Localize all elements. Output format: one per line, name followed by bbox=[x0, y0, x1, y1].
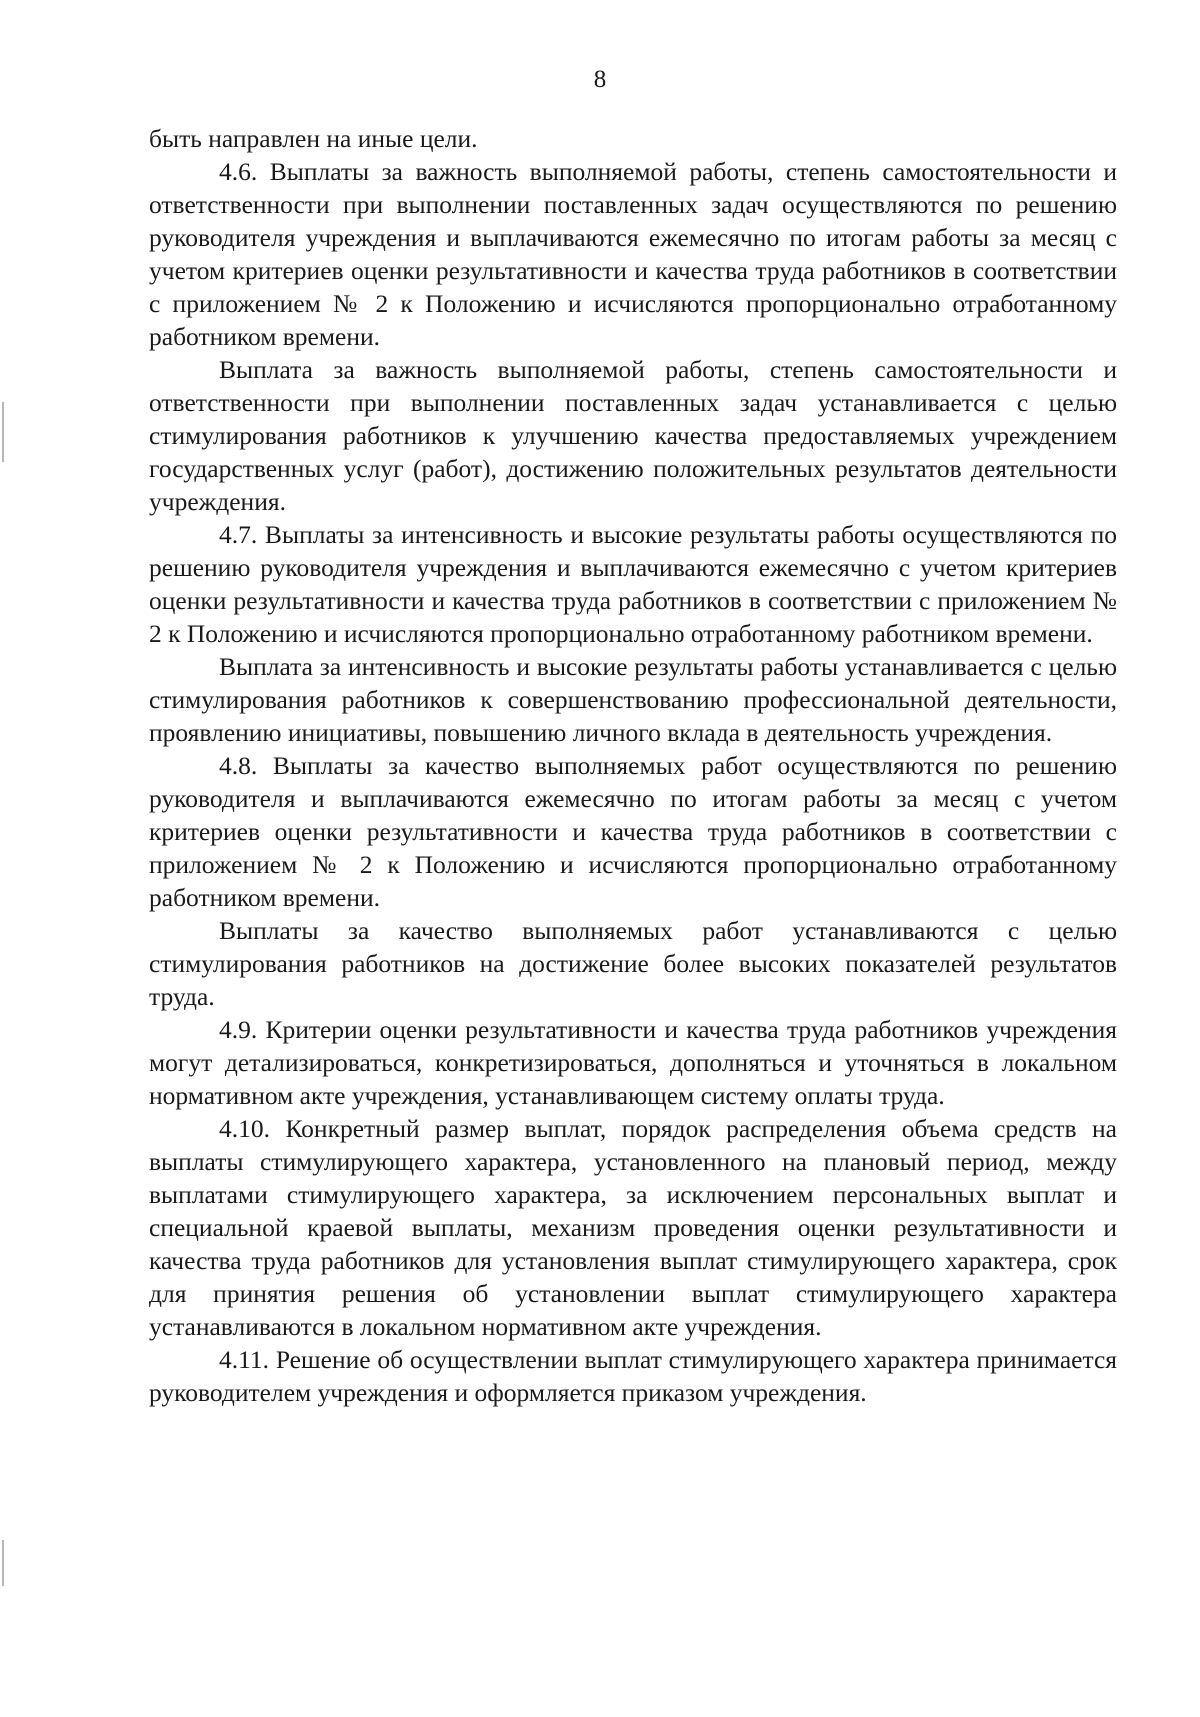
scan-edge-mark bbox=[2, 402, 4, 462]
paragraph-4-8-purpose: Выплаты за качество выполняемых работ устанавливаются с целью стимулирования работников на достижение более высоких показателей результатов труда. bbox=[149, 916, 1117, 1011]
page-number: 8 bbox=[593, 66, 607, 93]
paragraph-4-11: 4.11. Решение об осуществлении выплат стимулирующего характера принимается руководителем учреждения и оформляется приказом учреждения. bbox=[149, 1345, 1117, 1407]
paragraph-4-7-purpose: Выплата за интенсивность и высокие результаты работы устанавливается с целью стимулирования работников к совершенствованию профессиональной деятельности, проявлению инициативы, повышению личного вклада в деятельность учреждения. bbox=[149, 652, 1117, 747]
paragraph-4-6-purpose: Выплата за важность выполняемой работы, степень самостоятельности и ответственности при выполнении поставленных задач устанавливается с целью стимулирования работников к улучшению качества предоставляемых учреждением государственных услуг (работ), достижению положительных результатов деятельности учреждения. bbox=[149, 355, 1117, 516]
paragraph-4-7: 4.7. Выплаты за интенсивность и высокие результаты работы осуществляются по решению руководителя учреждения и выплачиваются ежемесячно с учетом критериев оценки результативности и качества труда работников в соответствии с приложением № 2 к Положению и исчисляются пропорционально отработанному работником времени. bbox=[149, 520, 1117, 648]
paragraph-4-9: 4.9. Критерии оценки результативности и качества труда работников учреждения могут детализироваться, конкретизироваться, дополняться и уточняться в локальном нормативном акте учреждения, устанавливающем систему оплаты труда. bbox=[149, 1015, 1117, 1110]
paragraph-continuation: быть направлен на иные цели. bbox=[149, 124, 478, 153]
paragraph-4-8: 4.8. Выплаты за качество выполняемых работ осуществляются по решению руководителя и выплачиваются ежемесячно по итогам работы за месяц с учетом критериев оценки результативности и качества труда работников в соответствии с приложением № 2 к Положению и исчисляются пропорционально отработанному работником времени. bbox=[149, 751, 1117, 912]
document-body bbox=[149, 122, 1117, 1409]
paragraph-4-10: 4.10. Конкретный размер выплат, порядок распределения объема средств на выплаты стимулирующего характера, установленного на плановый период, между выплатами стимулирующего характера, за исключением персональных выплат и специальной краевой выплаты, механизм проведения оценки результативности и качества труда работников для установления выплат стимулирующего характера, срок для принятия решения об установлении выплат стимулирующего характера устанавливаются в локальном нормативном акте учреждения. bbox=[149, 1114, 1117, 1341]
scan-edge-mark bbox=[2, 1540, 4, 1586]
paragraph-4-6: 4.6. Выплаты за важность выполняемой работы, степень самостоятельности и ответственности при выполнении поставленных задач осуществляются по решению руководителя учреждения и выплачиваются ежемесячно по итогам работы за месяц с учетом критериев оценки результативности и качества труда работников в соответствии с приложением № 2 к Положению и исчисляются пропорционально отработанному работником времени. bbox=[149, 157, 1117, 351]
